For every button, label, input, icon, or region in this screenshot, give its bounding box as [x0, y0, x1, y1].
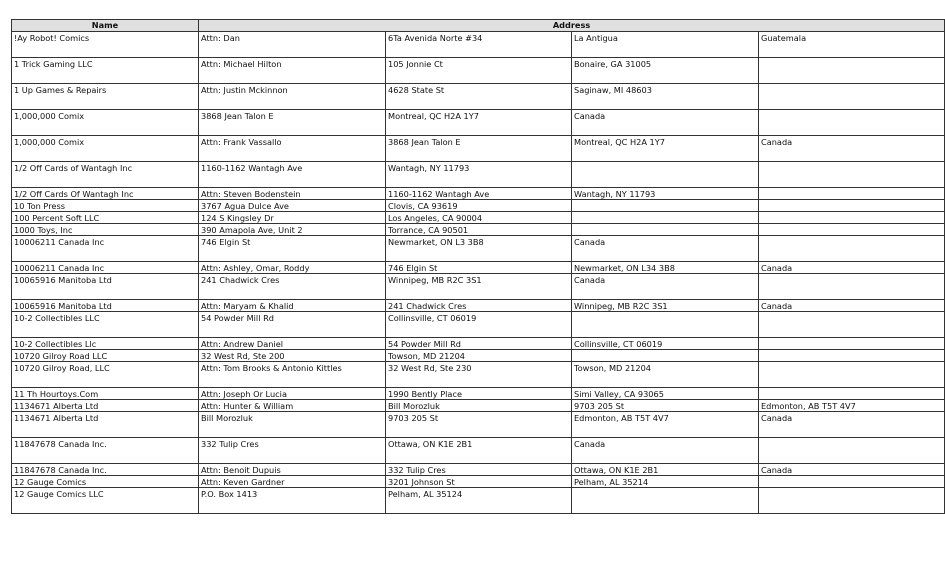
cell-address-line-3 — [572, 312, 759, 338]
table-row — [12, 400, 945, 412]
table-row — [12, 412, 945, 438]
cell-address-line-4 — [759, 162, 945, 188]
address-list-sheet — [11, 19, 944, 514]
cell-address-line-1: Bill Morozluk — [199, 412, 386, 438]
cell-address-line-4 — [759, 212, 945, 224]
cell-address-line-4: Canada — [759, 262, 945, 274]
cell-address-line-3: La Antigua — [572, 32, 759, 58]
table-row — [12, 236, 945, 262]
cell-address-line-2: Newmarket, ON L3 3B8 — [386, 236, 572, 262]
table-row — [12, 476, 945, 488]
cell-address-line-1: Attn: Hunter & William — [199, 400, 386, 412]
table-row — [12, 162, 945, 188]
cell-name: 1,000,000 Comix — [12, 136, 199, 162]
cell-name: 1 Up Games & Repairs — [12, 84, 199, 110]
cell-address-line-3 — [572, 488, 759, 514]
cell-address-line-2: Ottawa, ON K1E 2B1 — [386, 438, 572, 464]
name-column-header: Name — [12, 20, 199, 32]
cell-address-line-4 — [759, 236, 945, 262]
table-row — [12, 338, 945, 350]
cell-address-line-1: Attn: Benoit Dupuis — [199, 464, 386, 476]
cell-address-line-2: 6Ta Avenida Norte #34 — [386, 32, 572, 58]
cell-name: 11847678 Canada Inc. — [12, 438, 199, 464]
cell-address-line-2: Clovis, CA 93619 — [386, 200, 572, 212]
cell-name: 12 Gauge Comics LLC — [12, 488, 199, 514]
cell-address-line-2: 3201 Johnson St — [386, 476, 572, 488]
cell-name: 1 Trick Gaming LLC — [12, 58, 199, 84]
cell-name: 10065916 Manitoba Ltd — [12, 300, 199, 312]
cell-name: 1000 Toys, Inc — [12, 224, 199, 236]
cell-name: 11847678 Canada Inc. — [12, 464, 199, 476]
cell-address-line-4 — [759, 58, 945, 84]
cell-address-line-2: 3868 Jean Talon E — [386, 136, 572, 162]
cell-address-line-3: Towson, MD 21204 — [572, 362, 759, 388]
cell-name: 1/2 Off Cards of Wantagh Inc — [12, 162, 199, 188]
cell-address-line-3 — [572, 350, 759, 362]
cell-address-line-1: Attn: Frank Vassallo — [199, 136, 386, 162]
cell-address-line-2: Pelham, AL 35124 — [386, 488, 572, 514]
cell-address-line-4: Canada — [759, 412, 945, 438]
cell-address-line-3: Canada — [572, 438, 759, 464]
cell-address-line-3: Ottawa, ON K1E 2B1 — [572, 464, 759, 476]
table-row — [12, 312, 945, 338]
cell-address-line-4 — [759, 362, 945, 388]
cell-address-line-4 — [759, 338, 945, 350]
cell-address-line-2: Collinsville, CT 06019 — [386, 312, 572, 338]
table-row — [12, 224, 945, 236]
cell-address-line-1: Attn: Justin Mckinnon — [199, 84, 386, 110]
cell-address-line-2: 1160-1162 Wantagh Ave — [386, 188, 572, 200]
cell-address-line-4: Canada — [759, 300, 945, 312]
cell-address-line-3: Bonaire, GA 31005 — [572, 58, 759, 84]
cell-address-line-1: 1160-1162 Wantagh Ave — [199, 162, 386, 188]
cell-address-line-1: 241 Chadwick Cres — [199, 274, 386, 300]
cell-address-line-1: 746 Elgin St — [199, 236, 386, 262]
cell-address-line-4 — [759, 350, 945, 362]
cell-address-line-2: 9703 205 St — [386, 412, 572, 438]
cell-address-line-1: 124 S Kingsley Dr — [199, 212, 386, 224]
cell-address-line-3: Winnipeg, MB R2C 3S1 — [572, 300, 759, 312]
cell-address-line-3: Collinsville, CT 06019 — [572, 338, 759, 350]
cell-address-line-2: 4628 State St — [386, 84, 572, 110]
table-row — [12, 110, 945, 136]
table-row — [12, 188, 945, 200]
cell-address-line-2: Wantagh, NY 11793 — [386, 162, 572, 188]
cell-address-line-2: 32 West Rd, Ste 230 — [386, 362, 572, 388]
table-row — [12, 300, 945, 312]
table-row — [12, 136, 945, 162]
cell-address-line-3: Canada — [572, 274, 759, 300]
cell-address-line-2: 746 Elgin St — [386, 262, 572, 274]
table-row — [12, 362, 945, 388]
cell-address-line-1: 3868 Jean Talon E — [199, 110, 386, 136]
table-row — [12, 274, 945, 300]
cell-address-line-1: Attn: Keven Gardner — [199, 476, 386, 488]
table-row — [12, 200, 945, 212]
table-row — [12, 350, 945, 362]
cell-address-line-3: Wantagh, NY 11793 — [572, 188, 759, 200]
cell-address-line-3: Simi Valley, CA 93065 — [572, 388, 759, 400]
cell-name: 1134671 Alberta Ltd — [12, 400, 199, 412]
cell-address-line-4: Canada — [759, 464, 945, 476]
cell-name: 1/2 Off Cards Of Wantagh Inc — [12, 188, 199, 200]
cell-address-line-1: 32 West Rd, Ste 200 — [199, 350, 386, 362]
cell-name: 10065916 Manitoba Ltd — [12, 274, 199, 300]
cell-address-line-4 — [759, 274, 945, 300]
cell-name: 10720 Gilroy Road, LLC — [12, 362, 199, 388]
cell-address-line-2: Montreal, QC H2A 1Y7 — [386, 110, 572, 136]
cell-address-line-3 — [572, 212, 759, 224]
cell-address-line-3: Pelham, AL 35214 — [572, 476, 759, 488]
cell-address-line-3: 9703 205 St — [572, 400, 759, 412]
cell-address-line-3: Montreal, QC H2A 1Y7 — [572, 136, 759, 162]
cell-address-line-2: Torrance, CA 90501 — [386, 224, 572, 236]
cell-address-line-1: Attn: Michael Hilton — [199, 58, 386, 84]
cell-address-line-4 — [759, 84, 945, 110]
table-row — [12, 262, 945, 274]
cell-address-line-2: 1990 Bently Place — [386, 388, 572, 400]
cell-address-line-1: 390 Amapola Ave, Unit 2 — [199, 224, 386, 236]
cell-address-line-4: Edmonton, AB T5T 4V7 — [759, 400, 945, 412]
cell-name: 10-2 Collectibles LLC — [12, 312, 199, 338]
cell-address-line-4 — [759, 224, 945, 236]
cell-address-line-3: Edmonton, AB T5T 4V7 — [572, 412, 759, 438]
cell-address-line-2: Towson, MD 21204 — [386, 350, 572, 362]
cell-address-line-4 — [759, 188, 945, 200]
table-row — [12, 32, 945, 58]
cell-address-line-2: Winnipeg, MB R2C 3S1 — [386, 274, 572, 300]
table-body — [12, 32, 945, 514]
table-row — [12, 58, 945, 84]
cell-name: !Ay Robot! Comics — [12, 32, 199, 58]
cell-address-line-4 — [759, 200, 945, 212]
cell-name: 10-2 Collectibles Llc — [12, 338, 199, 350]
cell-address-line-4: Canada — [759, 136, 945, 162]
cell-address-line-4 — [759, 438, 945, 464]
cell-address-line-3: Canada — [572, 236, 759, 262]
table-row — [12, 438, 945, 464]
cell-address-line-2: 241 Chadwick Cres — [386, 300, 572, 312]
cell-address-line-4 — [759, 110, 945, 136]
cell-name: 11 Th Hourtoys.Com — [12, 388, 199, 400]
cell-name: 10 Ton Press — [12, 200, 199, 212]
cell-address-line-3: Saginaw, MI 48603 — [572, 84, 759, 110]
cell-name: 1,000,000 Comix — [12, 110, 199, 136]
cell-address-line-3 — [572, 224, 759, 236]
cell-address-line-4 — [759, 312, 945, 338]
cell-address-line-1: 332 Tulip Cres — [199, 438, 386, 464]
cell-name: 1134671 Alberta Ltd — [12, 412, 199, 438]
cell-address-line-3: Newmarket, ON L34 3B8 — [572, 262, 759, 274]
cell-address-line-1: Attn: Steven Bodenstein — [199, 188, 386, 200]
cell-address-line-1: P.O. Box 1413 — [199, 488, 386, 514]
cell-address-line-1: Attn: Dan — [199, 32, 386, 58]
table-row — [12, 388, 945, 400]
cell-address-line-1: Attn: Maryam & Khalid — [199, 300, 386, 312]
cell-name: 10720 Gilroy Road LLC — [12, 350, 199, 362]
table-row — [12, 212, 945, 224]
header-row — [12, 20, 945, 32]
cell-name: 10006211 Canada Inc — [12, 262, 199, 274]
table-row — [12, 488, 945, 514]
cell-address-line-4 — [759, 388, 945, 400]
cell-address-line-2: Bill Morozluk — [386, 400, 572, 412]
cell-address-line-3 — [572, 162, 759, 188]
table-row — [12, 464, 945, 476]
cell-address-line-1: 3767 Agua Dulce Ave — [199, 200, 386, 212]
cell-address-line-2: 332 Tulip Cres — [386, 464, 572, 476]
cell-address-line-1: 54 Powder Mill Rd — [199, 312, 386, 338]
cell-address-line-2: 54 Powder Mill Rd — [386, 338, 572, 350]
cell-address-line-2: Los Angeles, CA 90004 — [386, 212, 572, 224]
cell-address-line-2: 105 Jonnie Ct — [386, 58, 572, 84]
table-row — [12, 84, 945, 110]
cell-name: 100 Percent Soft LLC — [12, 212, 199, 224]
cell-name: 10006211 Canada Inc — [12, 236, 199, 262]
cell-address-line-3 — [572, 200, 759, 212]
cell-address-line-3: Canada — [572, 110, 759, 136]
cell-address-line-1: Attn: Tom Brooks & Antonio Kittles — [199, 362, 386, 388]
cell-address-line-1: Attn: Joseph Or Lucia — [199, 388, 386, 400]
cell-name: 12 Gauge Comics — [12, 476, 199, 488]
cell-address-line-4 — [759, 488, 945, 514]
cell-address-line-1: Attn: Ashley, Omar, Roddy — [199, 262, 386, 274]
cell-address-line-4: Guatemala — [759, 32, 945, 58]
cell-address-line-4 — [759, 476, 945, 488]
address-column-header: Address — [199, 20, 945, 32]
cell-address-line-1: Attn: Andrew Daniel — [199, 338, 386, 350]
address-table — [11, 19, 945, 514]
